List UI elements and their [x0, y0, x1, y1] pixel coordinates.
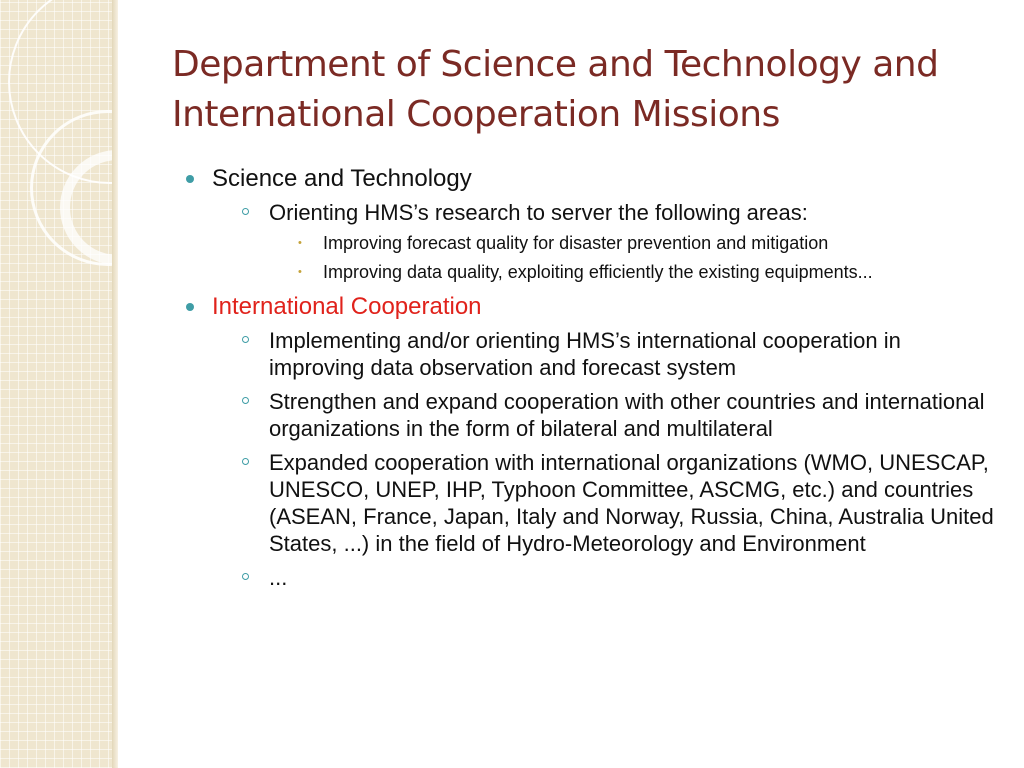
bullet-text: Improving data quality, exploiting efficiently the existing equipments... — [323, 262, 873, 282]
side-strip-edge — [112, 0, 118, 768]
round-bullet-icon — [186, 175, 194, 183]
list-item-science-technology — [186, 164, 996, 285]
bullet-text: Science and Technology — [212, 165, 472, 192]
bullet-text: Expanded cooperation with international organizations (WMO, UNESCAP, UNESCO, UNEP, IHP, Typhoon Committee, ASCMG, etc.) and countries (ASEAN, France, Japan, Italy and Norway, Russia, China, Australia United States, ...) in the field of Hydro-Meteorology and Environment — [269, 450, 994, 556]
hollow-circle-bullet-icon — [242, 208, 249, 215]
hollow-circle-bullet-icon — [242, 458, 249, 465]
sub-sub-bullet-list — [269, 230, 996, 285]
round-bullet-icon — [186, 303, 194, 311]
decorative-side-strip — [0, 0, 112, 768]
sub-bullet-list — [212, 327, 996, 591]
diamond-bullet-icon: • — [298, 237, 302, 249]
diamond-bullet-icon: • — [298, 266, 302, 278]
list-item-international-cooperation — [186, 292, 996, 591]
bullet-text: Strengthen and expand cooperation with other countries and international organizations in the form of bilateral and multilateral — [269, 389, 985, 441]
list-item — [242, 564, 996, 591]
bullet-text: Implementing and/or orienting HMS’s international cooperation in improving data observation and forecast system — [269, 328, 901, 380]
bullet-text: ... — [269, 565, 288, 590]
slide-title: Department of Science and Technology and International Cooperation Missions — [172, 44, 939, 135]
bullet-list — [186, 164, 996, 591]
sub-bullet-list — [212, 199, 996, 285]
slide-content — [186, 164, 996, 598]
bullet-text: Orienting HMS’s research to server the following areas: — [269, 200, 808, 225]
hollow-circle-bullet-icon — [242, 397, 249, 404]
list-item — [242, 388, 996, 442]
bullet-text: Improving forecast quality for disaster prevention and mitigation — [323, 233, 829, 253]
list-item — [242, 327, 996, 381]
list-item — [298, 230, 996, 256]
hollow-circle-bullet-icon — [242, 573, 249, 580]
list-item — [242, 449, 996, 557]
list-item — [298, 259, 996, 285]
hollow-circle-bullet-icon — [242, 336, 249, 343]
list-item — [242, 199, 996, 285]
bullet-text-highlighted: International Cooperation — [212, 293, 482, 320]
